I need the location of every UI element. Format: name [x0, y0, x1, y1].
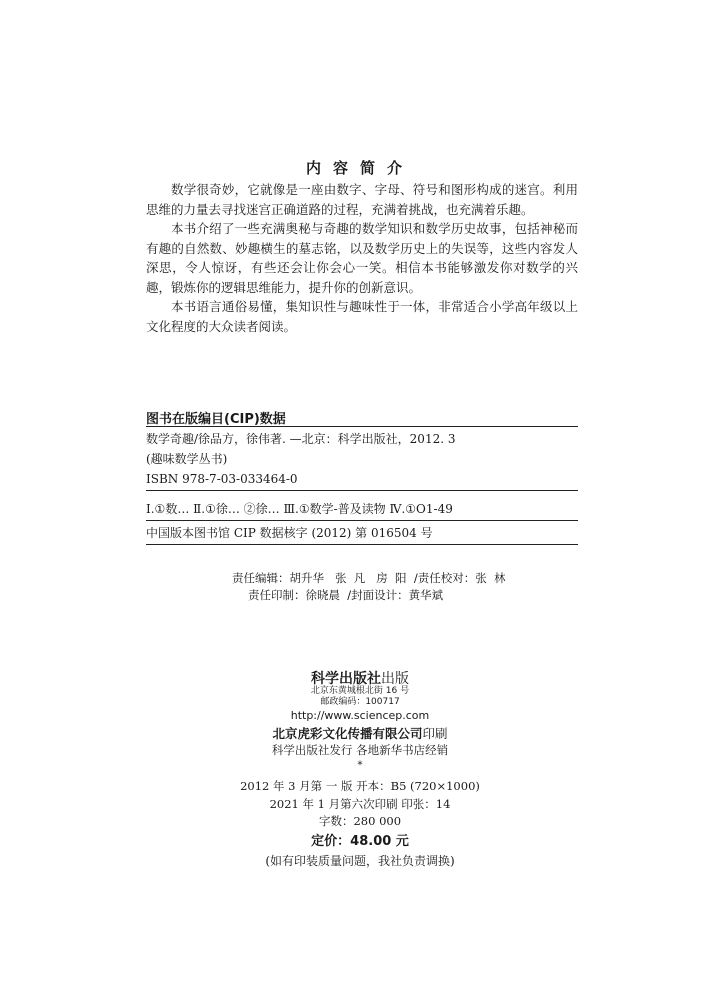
cip-series-line: (趣味数学丛书) [146, 452, 228, 466]
synopsis-paragraph: 本书语言通俗易懂，集知识性与趣味性于一体，非常适合小学高年级以上文化程度的大众读者阅读。 [146, 299, 578, 334]
synopsis-title: 内容简介 [305, 159, 414, 177]
publisher-address: 北京东黄城根北街 16 号 [310, 686, 410, 696]
publisher-postcode: 邮政编码：100717 [320, 697, 400, 707]
cip-heading: 图书在版编目(CIP)数据 [146, 412, 286, 427]
cip-classification-line: Ⅰ.①数… Ⅱ.①徐… ②徐… Ⅲ.①数学-普及读物 Ⅳ.①O1-49 [146, 491, 578, 521]
synopsis-body [146, 180, 578, 336]
cip-title-line: 数学奇趣/徐品方，徐伟著. —北京：科学出版社，2012. 3 [146, 432, 456, 446]
synopsis-paragraph: 数学很奇妙，它就像是一座由数字、字母、符号和图形构成的迷宫。利用思维的力量去寻找迷宫正确道路的过程，充满着挑战，也充满着乐趣。 [146, 182, 578, 217]
publisher-line [0, 668, 720, 688]
printer-line [0, 724, 720, 742]
cip-record [146, 426, 578, 545]
production-credits: 责任印制：徐晓晨 /封面设计：黄华斌 [248, 588, 444, 602]
publisher-suffix: 出版 [381, 671, 409, 687]
publisher-url: http://www.sciencep.com [290, 709, 430, 722]
cip-isbn-line: ISBN 978-7-03-033464-0 [146, 469, 578, 491]
printer-suffix: 印刷 [422, 726, 448, 741]
quality-notice: (如有印装质量问题，我社负责调换) [265, 854, 455, 868]
price: 定价：48.00 元 [311, 834, 409, 849]
printing-line: 2021 年 1 月第六次印刷 印张：14 [269, 797, 451, 811]
separator-star: * [357, 760, 363, 771]
distribution-line: 科学出版社发行 各地新华书店经销 [271, 743, 449, 757]
printer-name: 北京虎彩文化传播有限公司 [272, 726, 423, 741]
cip-record-number-line: 中国版本图书馆 CIP 数据核字 (2012) 第 016504 号 [146, 526, 433, 540]
editor-credits: 责任编辑：胡升华 张 凡 房 阳 /责任校对：张 林 [232, 571, 506, 585]
synopsis-paragraph: 本书介绍了一些充满奥秘与奇趣的数学知识和数学历史故事，包括神秘而有趣的自然数、妙趣横生的墓志铭，以及数学历史上的失误等，这些内容发人深思，令人惊讶，有些还会让你会心一笑。相信本书能够激发你对数学的兴趣，锻炼你的逻辑思维能力，提升你的创新意识。 [146, 221, 578, 295]
edition-line: 2012 年 3 月第 一 版 开本：B5 (720×1000) [240, 779, 480, 793]
word-count: 字数：280 000 [318, 814, 402, 828]
publisher-name: 科学出版社 [311, 671, 381, 687]
